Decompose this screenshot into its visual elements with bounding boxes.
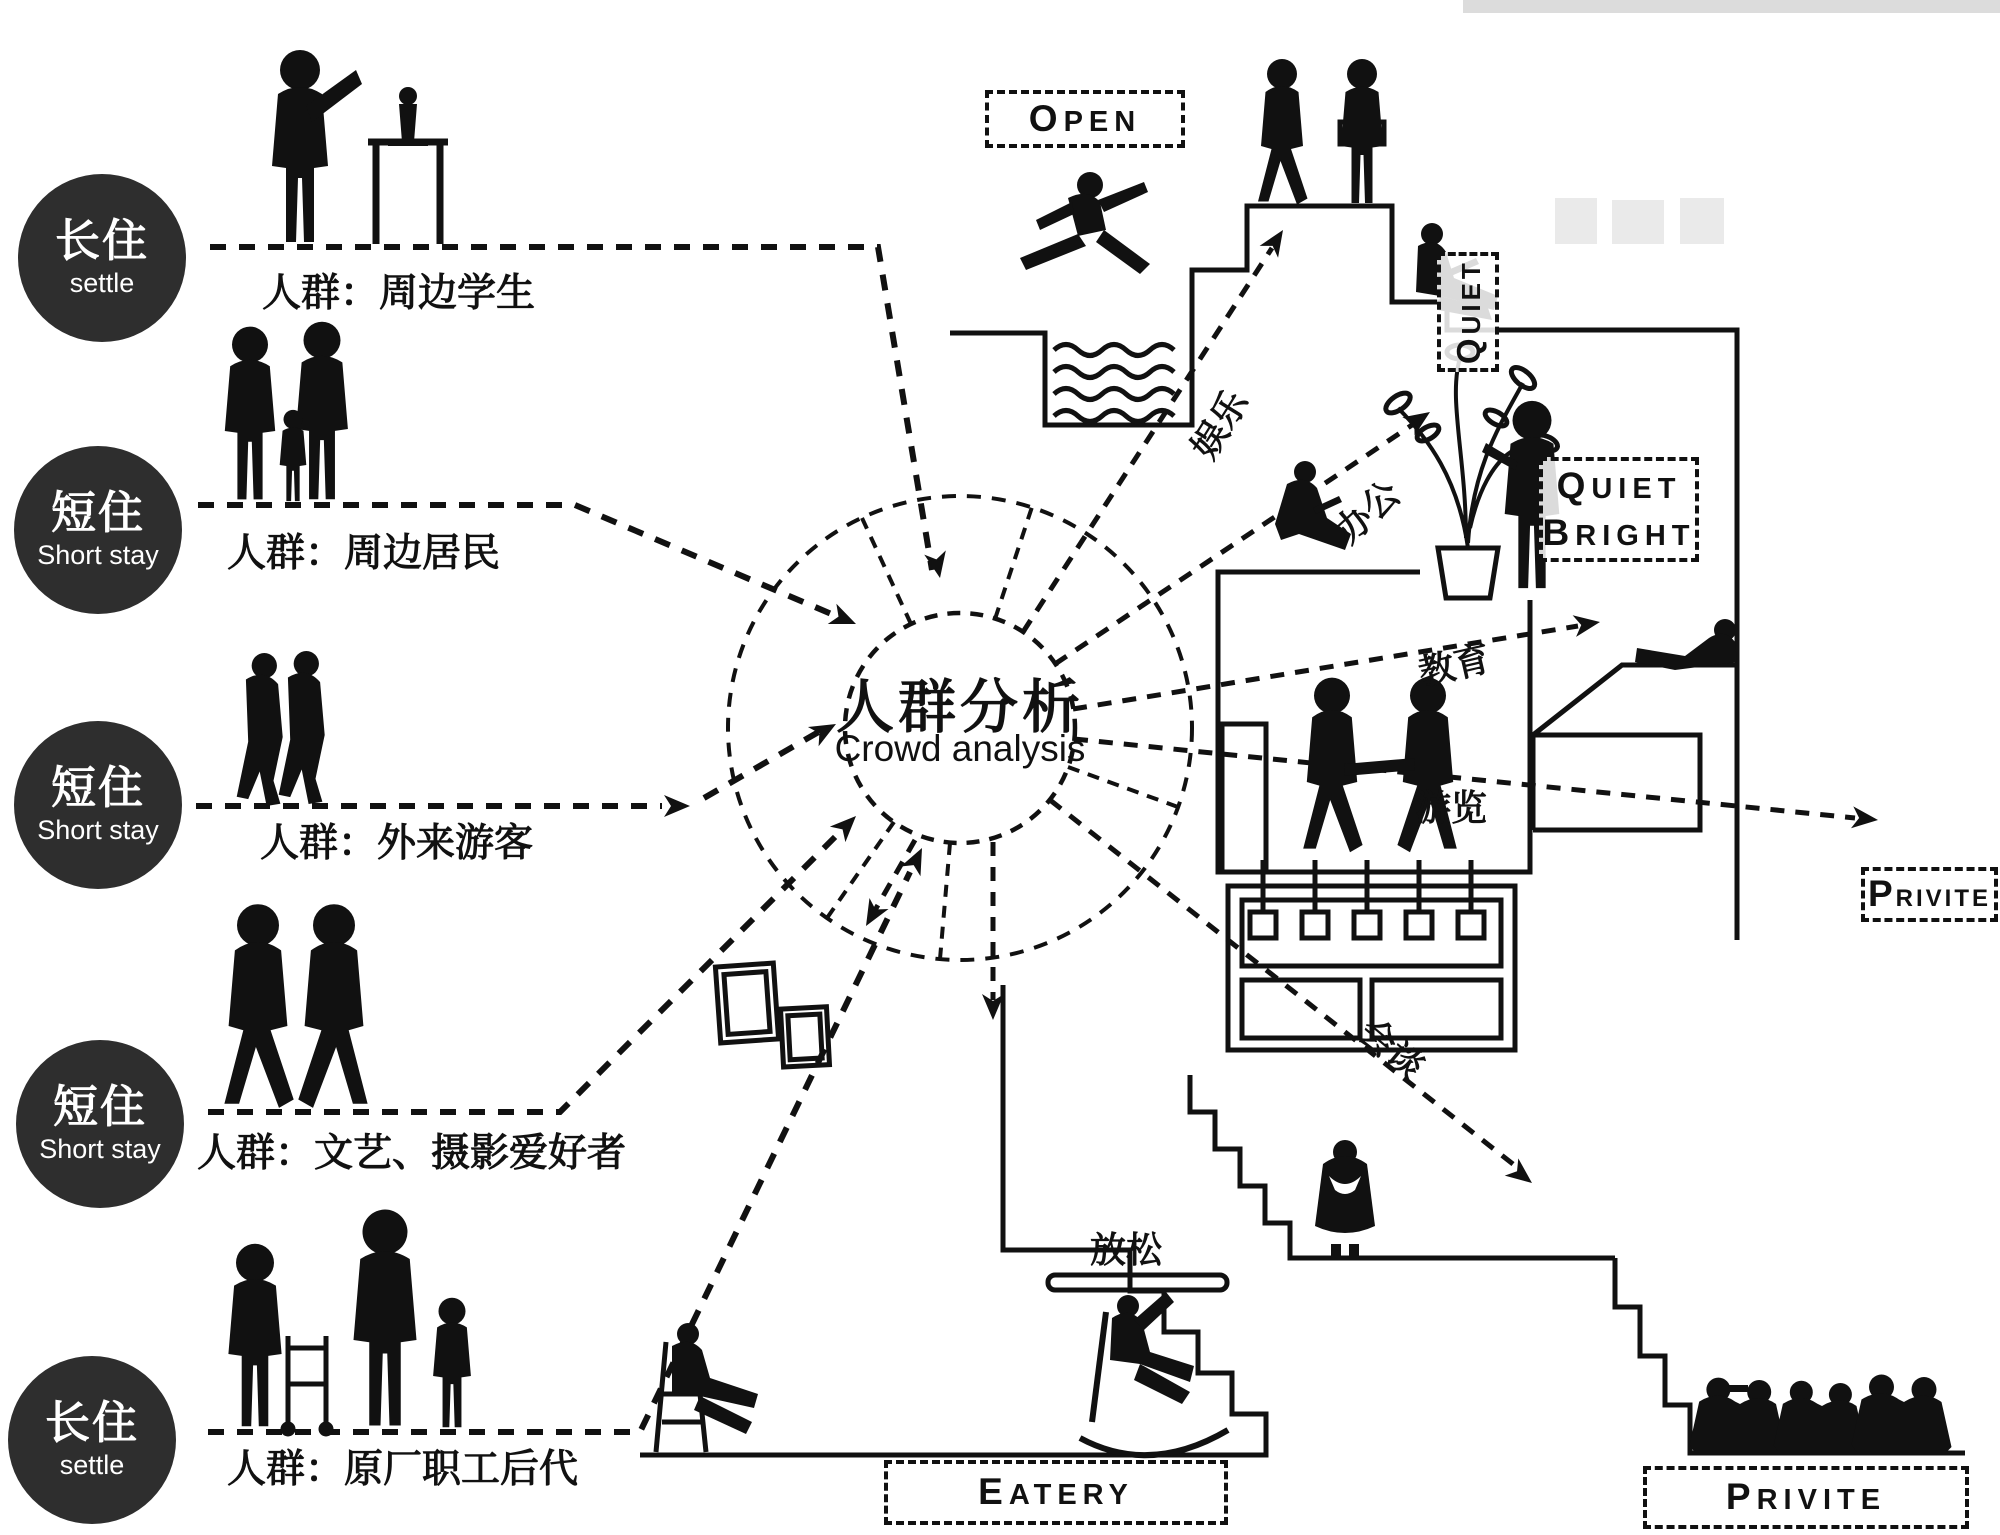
badge-en-label: Short stay	[37, 815, 159, 846]
figure-seated-groups	[1690, 1375, 1952, 1453]
zone-eatery-label: EATERY	[978, 1471, 1134, 1513]
crowd-label-residents: 人群：周边居民	[227, 532, 501, 575]
badge-settle-1	[18, 174, 186, 342]
ray-label-entertainment: 娱乐	[1183, 383, 1257, 466]
figure-descendant-child	[433, 1298, 471, 1428]
zone-quiet-bright-line1: QUIET	[1556, 465, 1682, 507]
badge-cn-label: 短住	[50, 486, 145, 538]
figure-resident-woman	[225, 327, 275, 500]
zone-privite-right-label: PRIVITE	[1867, 873, 1992, 915]
figure-reclining-person	[1635, 619, 1737, 670]
badge-en-label: Short stay	[39, 1134, 161, 1165]
hub-subtitle: Crowd analysis	[834, 728, 1086, 769]
figure-lounge-person	[672, 1323, 758, 1434]
figure-resident-man	[296, 322, 348, 500]
figure-elder	[228, 1244, 281, 1426]
ray-label-tour: 游览	[1415, 787, 1488, 828]
ray-label-office: 办公	[1326, 472, 1408, 552]
zone-eatery	[884, 1460, 1228, 1525]
figure-photographer-1	[224, 904, 293, 1108]
zone-open	[985, 90, 1185, 148]
figure-sculptor	[272, 50, 362, 242]
figure-rocking-person	[1110, 1292, 1194, 1404]
figure-vendor	[1340, 59, 1384, 203]
badge-cn-label: 短住	[50, 761, 145, 813]
zone-quiet-vertical-label: QUIET	[1449, 259, 1487, 365]
badge-shortstay-3	[16, 1040, 184, 1208]
crowd-label-artists: 人群：文艺、摄影爱好者	[197, 1132, 627, 1175]
figure-camera-girl	[1315, 1140, 1375, 1256]
ray-label-education: 教育	[1414, 637, 1495, 694]
crowd-label-students: 人群：周边学生	[262, 272, 536, 315]
zone-open-label: OPEN	[1028, 97, 1142, 139]
ray-label-meeting: 会谈	[1350, 1010, 1433, 1088]
figure-tourist-2	[279, 651, 325, 804]
zone-quiet-vertical	[1437, 252, 1499, 372]
badge-cn-label: 短住	[52, 1080, 147, 1132]
badge-cn-label: 长住	[54, 214, 149, 266]
figure-jumping-boy	[1020, 172, 1150, 274]
zone-quiet-bright-line2: BRIGHT	[1542, 511, 1696, 553]
zone-privite-bottom-label: PRIVITE	[1725, 1476, 1887, 1518]
hub-title: 人群分析	[835, 675, 1084, 740]
figure-descendant-adult	[354, 1210, 417, 1426]
zone-quiet-bright	[1539, 457, 1699, 562]
zone-privite-bottom	[1643, 1466, 1969, 1529]
badge-settle-2	[8, 1356, 176, 1524]
badge-en-label: settle	[69, 268, 135, 299]
badge-en-label: Short stay	[37, 540, 159, 571]
figure-walker	[1258, 59, 1308, 205]
ray-label-relax: 放松	[1090, 1229, 1163, 1270]
crowd-label-tourists: 人群：外来游客	[260, 822, 534, 865]
badge-en-label: settle	[59, 1450, 125, 1481]
figure-tourist-1	[237, 653, 283, 806]
crowd-label-descendants: 人群：原厂职工后代	[227, 1448, 579, 1491]
zone-privite-right	[1861, 867, 1998, 922]
badge-cn-label: 长住	[44, 1396, 139, 1448]
badge-shortstay-1	[14, 446, 182, 614]
figure-photographer-2	[298, 904, 367, 1108]
badge-shortstay-2	[14, 721, 182, 889]
